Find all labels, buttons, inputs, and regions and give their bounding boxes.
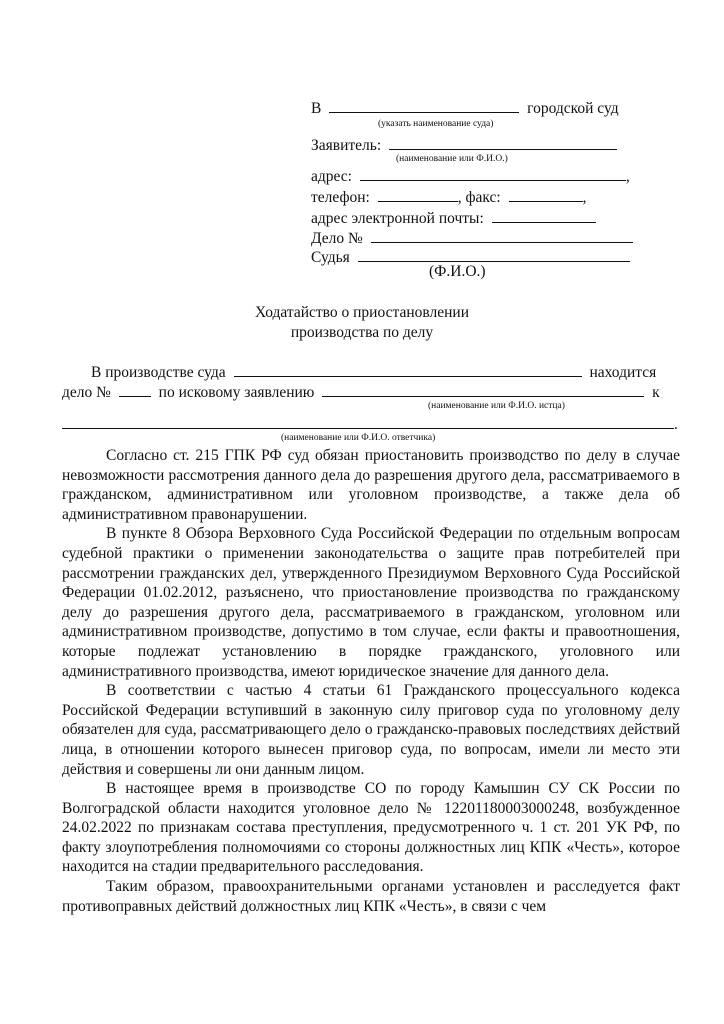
judge-field[interactable] [358,247,630,262]
paragraph: Таким образом, правоохранительными органами установлен и расследуется факт противоправных действий должностных лиц КПК «Честь», в связи с чем [62,878,680,915]
phone-line [311,187,651,208]
plaintiff-hint: (наименование или Ф.И.О. истца) [428,401,565,411]
plaintiff-field[interactable] [322,382,644,397]
court-prefix: В [311,100,322,117]
document-title-line2: производства по делу [290,324,434,341]
court-name-field[interactable] [329,98,519,113]
paragraph: В соответствии с частью 4 статьи 61 Гражданского процессуального кодекса Российской Федерации вступивший в законную силу приговор суда по уголовному делу обязателен для суда, рассматривающего дело о гражданско-правовых последствиях действий лица, в отношении которого вынесен приговор суда, по вопросам, имели ли место эти действия и совершены ли они данным лицом. [62,682,680,778]
fax-field[interactable] [509,187,583,202]
defendant-hint: (наименование или Ф.И.О. ответчика) [281,433,436,443]
address-end: , [625,168,630,185]
case-label: Дело № [311,230,363,247]
phone-label: телефон: [311,189,370,206]
paragraph: В настоящее время в производстве СО по городу Камышин СУ СК России по Волгоградской области находится уголовное дело № 12201180003000248, возбужденное 24.02.2022 по признакам состава преступления, предусмотренного ч. 1 ст. 201 УК РФ, по факту злоупотребления полномочиями со стороны должностных лиц КПК «Честь», которое находится на стадии предварительного расследования. [62,780,680,876]
judge-label: Судья [311,249,350,266]
intro-part4: по исковому заявлению [158,384,315,401]
case-number-field[interactable] [371,228,633,243]
email-label: адрес электронной почты: [311,210,484,227]
applicant-line [311,135,651,156]
intro-part3: дело № [62,384,111,401]
phone-field[interactable] [378,187,458,202]
intro-line3 [62,414,678,435]
paragraph: Согласно ст. 215 ГПК РФ суд обязан приостановить производство по делу в случае невозможности рассмотрения данного дела до разрешения другого дела, рассматриваемого в гражданском, административном или уголовном производстве, а также дела об административном правонарушении. [62,447,680,523]
court-field[interactable] [234,362,582,377]
intro-end-dot: . [674,416,678,433]
address-field[interactable] [360,166,626,181]
applicant-field[interactable] [389,135,617,150]
address-line [311,166,651,187]
applicant-hint: (наименование или Ф.И.О.) [396,154,508,164]
document-title-line1: Ходатайство о приостановлении [255,304,469,321]
intro-line2 [62,382,660,403]
intro-case-number-field[interactable] [119,382,151,397]
case-line [311,228,651,249]
defendant-field[interactable] [62,414,674,429]
applicant-label: Заявитель: [311,137,382,154]
document-body [62,446,680,916]
intro-part1: В производстве суда [91,364,226,381]
intro-line1 [91,362,656,383]
court-suffix: городской суд [527,100,619,117]
judge-hint: (Ф.И.О.) [429,263,486,280]
address-label: адрес: [311,168,352,185]
intro-part2: находится [589,364,657,381]
court-hint: (указать наименование суда) [378,119,494,129]
fax-label: , факс: [457,189,501,206]
email-field[interactable] [492,208,596,223]
court-line [311,98,651,119]
email-line [311,208,651,229]
fax-end: , [582,189,587,206]
paragraph: В пункте 8 Обзора Верховного Суда Российской Федерации по отдельным вопросам судебной практики о применении законодательства о защите прав потребителей при рассмотрении гражданских дел, утвержденного Президиумом Верховного Суда Российской Федерации 01.02.2012, разъяснено, что приостановление производства по гражданскому делу до разрешения другого дела, рассматриваемого в гражданском, уголовном или административном производстве, допустимо в том случае, если факты и правоотношения, которые подлежат установлению в порядке гражданского, уголовного или административного производства, имеют юридическое значение для данного дела. [62,525,680,680]
intro-part5: к [652,384,660,401]
